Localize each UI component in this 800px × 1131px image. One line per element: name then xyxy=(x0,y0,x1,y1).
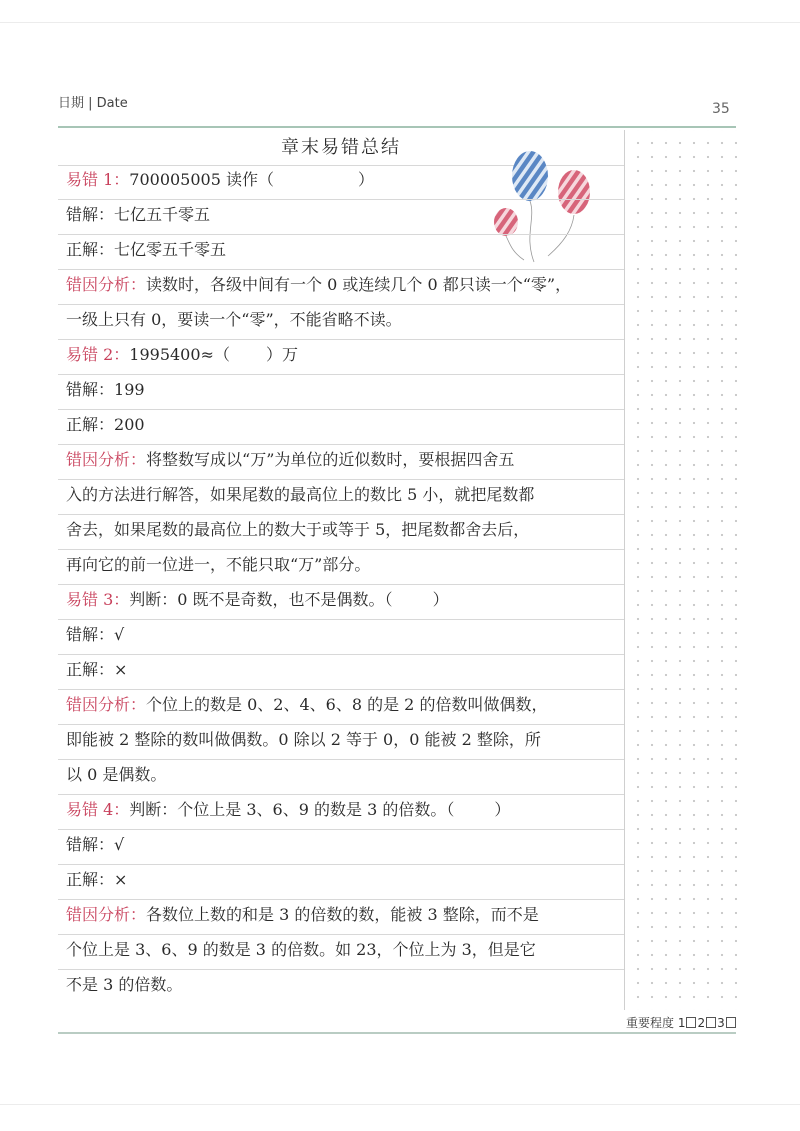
section-3-analysis-line-1: 错因分析：个位上的数是 0、2、4、6、8 的是 2 的倍数叫做偶数， xyxy=(58,690,624,725)
section-4-analysis-line-3: 不是 3 的倍数。 xyxy=(66,975,183,994)
section-3-analysis-line-3: 以 0 是偶数。 xyxy=(58,760,624,795)
section-3-tag: 易错 3： xyxy=(66,590,130,609)
footer-rule xyxy=(58,1032,736,1034)
header-rule xyxy=(58,126,736,128)
section-2-wrong: 错解：199 xyxy=(58,375,624,410)
section-2-tag: 易错 2： xyxy=(66,345,130,364)
page-number: 35 xyxy=(712,101,730,117)
section-2-question: 易错 2：1995400≈（ ）万 xyxy=(58,340,624,375)
scan-bottom-edge xyxy=(0,1104,800,1105)
section-2-analysis-line-4: 再向它的前一位进一，不能只取“万”部分。 xyxy=(58,550,624,585)
section-1-right: 正解：七亿零五千零五 xyxy=(58,235,624,270)
section-2-right: 正解：200 xyxy=(58,410,624,445)
section-4-tag: 易错 4： xyxy=(66,800,130,819)
section-3-right: 正解：× xyxy=(58,655,624,690)
date-label: 日期 | Date xyxy=(58,96,128,111)
section-1-question-text: 700005005 读作（ xyxy=(129,170,274,189)
dot-grid-margin xyxy=(624,130,737,1010)
section-1-tag: 易错 1： xyxy=(66,170,130,189)
section-2-analysis-line-2: 入的方法进行解答，如果尾数的最高位上的数比 5 小，就把尾数都 xyxy=(58,480,624,515)
importance-label: 重要程度 xyxy=(626,1016,675,1030)
importance-checkbox-1[interactable] xyxy=(686,1017,696,1028)
importance-checkbox-3[interactable] xyxy=(726,1017,736,1028)
section-3-question: 易错 3：判断：0 既不是奇数，也不是偶数。（ ） xyxy=(58,585,624,620)
section-1-wrong: 错解：七亿五千零五 xyxy=(58,200,624,235)
section-1-question: 易错 1：700005005 读作（ ） xyxy=(58,165,624,200)
scan-top-edge xyxy=(0,22,800,23)
section-2-analysis-line-1: 错因分析：将整数写成以“万”为单位的近似数时，要根据四舍五 xyxy=(58,445,624,480)
section-4-analysis-line-2: 个位上是 3、6、9 的数是 3 的倍数。如 23，个位上为 3，但是它 xyxy=(58,935,624,970)
section-3-analysis-line-2: 即能被 2 整除的数叫做偶数。0 除以 2 等于 0，0 能被 2 整除，所 xyxy=(58,725,624,760)
section-3-wrong: 错解：√ xyxy=(58,620,624,655)
notebook-page xyxy=(58,130,624,1032)
section-4-right: 正解：× xyxy=(58,865,624,900)
section-4-analysis-line-1: 错因分析：各数位上数的和是 3 的倍数的数，能被 3 整除，而不是 xyxy=(58,900,624,935)
page-title: 章末易错总结 xyxy=(58,130,624,166)
section-1-analysis-line-1: 错因分析：读数时，各级中间有一个 0 或连续几个 0 都只读一个“零”， xyxy=(58,270,624,305)
importance-rating: 重要程度 1 2 3 xyxy=(626,1014,737,1031)
section-1-analysis-line-2: 一级上只有 0，要读一个“零”，不能省略不读。 xyxy=(58,305,624,340)
importance-checkbox-2[interactable] xyxy=(706,1017,716,1028)
section-4-question: 易错 4：判断：个位上是 3、6、9 的数是 3 的倍数。（ ） xyxy=(58,795,624,830)
section-2-analysis-line-3: 舍去，如果尾数的最高位上的数大于或等于 5，把尾数都舍去后， xyxy=(58,515,624,550)
section-4-wrong: 错解：√ xyxy=(58,830,624,865)
